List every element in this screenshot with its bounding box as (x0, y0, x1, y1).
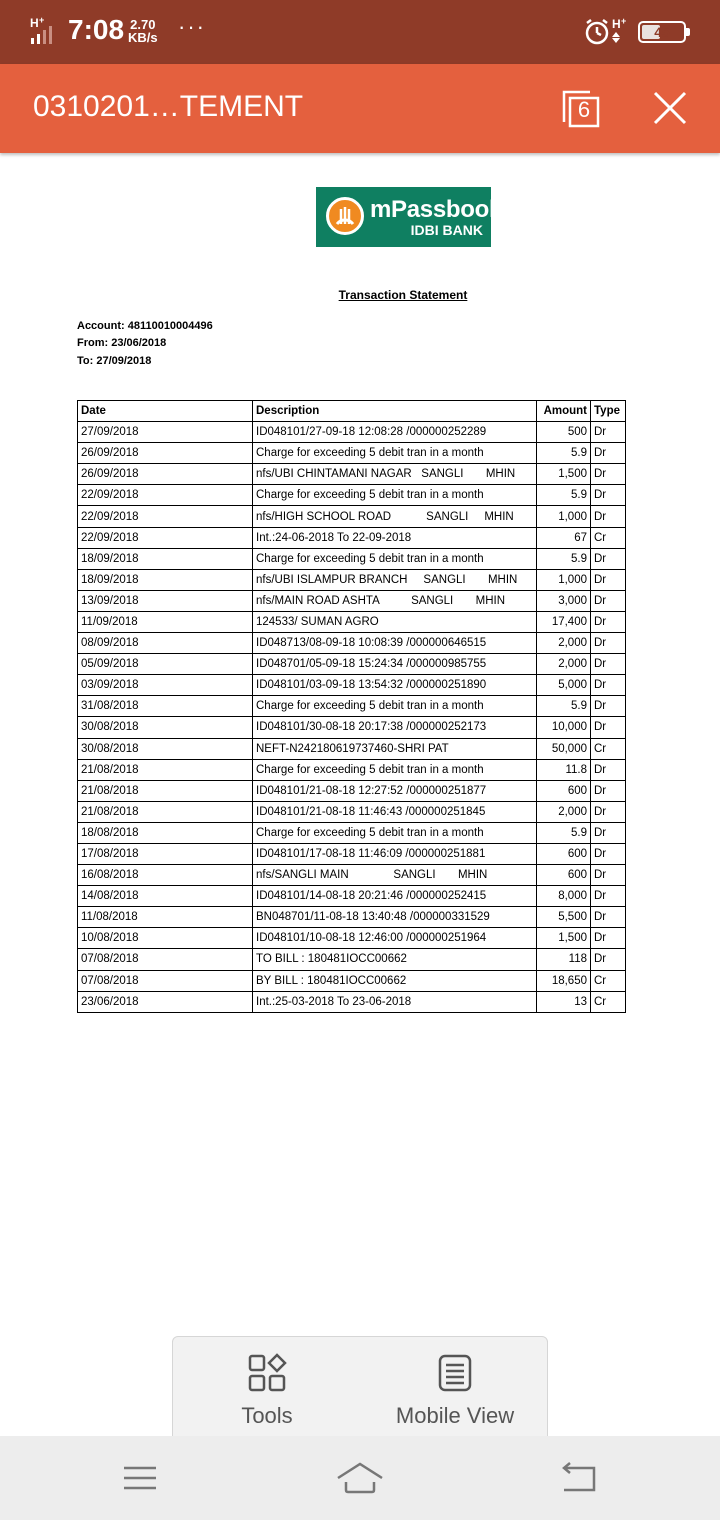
cell-type: Dr (591, 443, 626, 464)
cell-date: 07/08/2018 (78, 970, 253, 991)
cell-description: TO BILL : 180481IOCC00662 (253, 949, 537, 970)
more-notifications-icon: ··· (178, 14, 206, 39)
cell-date: 26/09/2018 (78, 443, 253, 464)
cell-amount: 600 (537, 843, 591, 864)
document-lines-icon (435, 1353, 475, 1393)
table-row (78, 780, 626, 801)
cell-description: Charge for exceeding 5 debit tran in a month (253, 443, 537, 464)
cell-description: Charge for exceeding 5 debit tran in a month (253, 696, 537, 717)
cell-date: 21/08/2018 (78, 759, 253, 780)
document-title: 0310201…TEMENT (33, 90, 304, 123)
cell-date: 31/08/2018 (78, 696, 253, 717)
cell-description: Int.:25-03-2018 To 23-06-2018 (253, 991, 537, 1012)
cell-amount: 2,000 (537, 801, 591, 822)
cell-amount: 67 (537, 527, 591, 548)
cell-description: ID048101/03-09-18 13:54:32 /000000251890 (253, 675, 537, 696)
tools-label: Tools (241, 1403, 293, 1428)
battery-icon (638, 21, 686, 43)
cell-description: ID048101/17-08-18 11:46:09 /000000251881 (253, 843, 537, 864)
idbi-emblem-icon (326, 197, 364, 235)
page-count: 6 (577, 97, 591, 122)
table-row (78, 822, 626, 843)
table-row (78, 738, 626, 759)
back-icon[interactable] (560, 1458, 600, 1498)
table-row (78, 801, 626, 822)
clock: 7:08 (68, 14, 125, 45)
signal-icon (30, 16, 60, 46)
cell-type: Dr (591, 759, 626, 780)
table-row (78, 527, 626, 548)
cell-type: Dr (591, 569, 626, 590)
column-header-date: Date (78, 401, 253, 422)
cell-date: 26/09/2018 (78, 464, 253, 485)
menu-icon[interactable] (120, 1458, 160, 1498)
cell-amount: 18,650 (537, 970, 591, 991)
cell-type: Dr (591, 611, 626, 632)
cell-date: 03/09/2018 (78, 675, 253, 696)
cell-type: Cr (591, 970, 626, 991)
cell-date: 27/09/2018 (78, 422, 253, 443)
table-row (78, 717, 626, 738)
cell-amount: 1,500 (537, 464, 591, 485)
cell-date: 08/09/2018 (78, 633, 253, 654)
network-speed: 2.70 KB/s (128, 17, 158, 45)
cell-type: Dr (591, 949, 626, 970)
svg-text:+: + (39, 16, 45, 25)
table-row (78, 759, 626, 780)
cell-description: Charge for exceeding 5 debit tran in a month (253, 485, 537, 506)
svg-text:H: H (612, 17, 621, 31)
cell-description: nfs/MAIN ROAD ASHTA SANGLI MHIN (253, 590, 537, 611)
cell-description: ID048101/10-08-18 12:46:00 /000000251964 (253, 928, 537, 949)
cell-type: Dr (591, 654, 626, 675)
cell-date: 17/08/2018 (78, 843, 253, 864)
cell-type: Cr (591, 738, 626, 759)
table-row (78, 590, 626, 611)
home-icon[interactable] (336, 1458, 384, 1498)
table-row (78, 865, 626, 886)
cell-description: Charge for exceeding 5 debit tran in a month (253, 548, 537, 569)
cell-description: Charge for exceeding 5 debit tran in a month (253, 822, 537, 843)
cell-type: Dr (591, 865, 626, 886)
cell-date: 18/08/2018 (78, 822, 253, 843)
cell-date: 14/08/2018 (78, 886, 253, 907)
cell-type: Dr (591, 843, 626, 864)
cell-description: nfs/HIGH SCHOOL ROAD SANGLI MHIN (253, 506, 537, 527)
table-row (78, 843, 626, 864)
cell-amount: 50,000 (537, 738, 591, 759)
cell-date: 21/08/2018 (78, 801, 253, 822)
cell-type: Cr (591, 991, 626, 1012)
cell-amount: 5.9 (537, 485, 591, 506)
cell-amount: 5.9 (537, 443, 591, 464)
mpassbook-logo (316, 187, 503, 247)
cell-amount: 5,000 (537, 675, 591, 696)
table-row (78, 633, 626, 654)
cell-description: ID048713/08-09-18 10:08:39 /000000646515 (253, 633, 537, 654)
table-row (78, 675, 626, 696)
cell-description: nfs/UBI ISLAMPUR BRANCH SANGLI MHIN (253, 569, 537, 590)
table-row (78, 485, 626, 506)
cell-type: Dr (591, 590, 626, 611)
cell-type: Dr (591, 907, 626, 928)
mobile-view-button[interactable] (375, 1337, 535, 1437)
table-row (78, 907, 626, 928)
cell-amount: 17,400 (537, 611, 591, 632)
tools-button[interactable] (187, 1337, 347, 1437)
svg-text:+: + (621, 16, 627, 26)
column-header-description: Description (253, 401, 537, 422)
cell-description: ID048101/14-08-18 20:21:46 /000000252415 (253, 886, 537, 907)
column-header-type: Type (591, 401, 626, 422)
cell-amount: 2,000 (537, 654, 591, 675)
cell-amount: 1,500 (537, 928, 591, 949)
transaction-table (77, 400, 626, 1013)
cell-description: ID048701/05-09-18 15:24:34 /000000985755 (253, 654, 537, 675)
cell-date: 18/09/2018 (78, 548, 253, 569)
cell-description: Charge for exceeding 5 debit tran in a month (253, 759, 537, 780)
table-row (78, 422, 626, 443)
cell-date: 22/09/2018 (78, 485, 253, 506)
cell-description: NEFT-N242180619737460-SHRI PAT (253, 738, 537, 759)
cell-description: nfs/UBI CHINTAMANI NAGAR SANGLI MHIN (253, 464, 537, 485)
cell-date: 18/09/2018 (78, 569, 253, 590)
cell-amount: 5.9 (537, 548, 591, 569)
svg-text:H: H (30, 16, 39, 30)
cell-date: 11/08/2018 (78, 907, 253, 928)
cell-description: ID048101/30-08-18 20:17:38 /000000252173 (253, 717, 537, 738)
mobile-data-icon (612, 16, 634, 44)
cell-type: Dr (591, 822, 626, 843)
cell-type: Dr (591, 485, 626, 506)
cell-type: Dr (591, 633, 626, 654)
cell-date: 11/09/2018 (78, 611, 253, 632)
logo-text: mPassbook (370, 196, 503, 223)
table-row (78, 696, 626, 717)
cell-date: 23/06/2018 (78, 991, 253, 1012)
cell-amount: 5,500 (537, 907, 591, 928)
cell-amount: 600 (537, 780, 591, 801)
grid-shapes-icon (247, 1353, 287, 1393)
cell-amount: 118 (537, 949, 591, 970)
table-row (78, 443, 626, 464)
cell-amount: 3,000 (537, 590, 591, 611)
cell-amount: 8,000 (537, 886, 591, 907)
cell-type: Cr (591, 527, 626, 548)
cell-amount: 1,000 (537, 569, 591, 590)
app-bar (0, 64, 720, 153)
table-row (78, 949, 626, 970)
battery-percent: 45 (654, 24, 670, 40)
cell-type: Dr (591, 422, 626, 443)
cell-date: 30/08/2018 (78, 738, 253, 759)
logo-subtext: IDBI BANK (410, 222, 483, 238)
cell-type: Dr (591, 696, 626, 717)
cell-description: ID048101/21-08-18 11:46:43 /000000251845 (253, 801, 537, 822)
navigation-bar (0, 1436, 720, 1520)
table-row (78, 928, 626, 949)
cell-amount: 600 (537, 865, 591, 886)
table-row (78, 970, 626, 991)
cell-type: Dr (591, 506, 626, 527)
cell-date: 22/09/2018 (78, 527, 253, 548)
cell-date: 22/09/2018 (78, 506, 253, 527)
table-row (78, 548, 626, 569)
cell-type: Dr (591, 886, 626, 907)
tool-panel (172, 1336, 548, 1446)
cell-amount: 13 (537, 991, 591, 1012)
cell-amount: 500 (537, 422, 591, 443)
statement-title: Transaction Statement (338, 288, 468, 302)
cell-amount: 5.9 (537, 696, 591, 717)
status-bar (0, 0, 720, 64)
cell-amount: 2,000 (537, 633, 591, 654)
mobile-view-label: Mobile View (395, 1403, 515, 1428)
table-row (78, 611, 626, 632)
cell-type: Dr (591, 717, 626, 738)
cell-description: ID048101/21-08-18 12:27:52 /000000251877 (253, 780, 537, 801)
cell-description: BY BILL : 180481IOCC00662 (253, 970, 537, 991)
cell-type: Dr (591, 780, 626, 801)
cell-amount: 11.8 (537, 759, 591, 780)
close-icon[interactable] (650, 88, 690, 128)
cell-date: 13/09/2018 (78, 590, 253, 611)
cell-type: Dr (591, 801, 626, 822)
table-row (78, 506, 626, 527)
cell-date: 21/08/2018 (78, 780, 253, 801)
cell-date: 30/08/2018 (78, 717, 253, 738)
column-header-amount: Amount (537, 401, 591, 422)
table-header-row (78, 401, 626, 422)
cell-date: 16/08/2018 (78, 865, 253, 886)
cell-date: 05/09/2018 (78, 654, 253, 675)
cell-type: Dr (591, 928, 626, 949)
table-row (78, 654, 626, 675)
table-row (78, 569, 626, 590)
cell-description: ID048101/27-09-18 12:08:28 /000000252289 (253, 422, 537, 443)
cell-description: Int.:24-06-2018 To 22-09-2018 (253, 527, 537, 548)
cell-type: Dr (591, 675, 626, 696)
account-number: Account: 48110010004496 (77, 320, 213, 332)
cell-type: Dr (591, 548, 626, 569)
cell-date: 10/08/2018 (78, 928, 253, 949)
table-row (78, 464, 626, 485)
date-to: To: 27/09/2018 (77, 355, 152, 367)
cell-date: 07/08/2018 (78, 949, 253, 970)
table-row (78, 991, 626, 1012)
cell-amount: 10,000 (537, 717, 591, 738)
alarm-icon (584, 18, 610, 46)
cell-type: Dr (591, 464, 626, 485)
cell-description: 124533/ SUMAN AGRO (253, 611, 537, 632)
cell-amount: 1,000 (537, 506, 591, 527)
cell-amount: 5.9 (537, 822, 591, 843)
cell-description: nfs/SANGLI MAIN SANGLI MHIN (253, 865, 537, 886)
table-row (78, 886, 626, 907)
date-from: From: 23/06/2018 (77, 337, 167, 349)
cell-description: BN048701/11-08-18 13:40:48 /000000331529 (253, 907, 537, 928)
